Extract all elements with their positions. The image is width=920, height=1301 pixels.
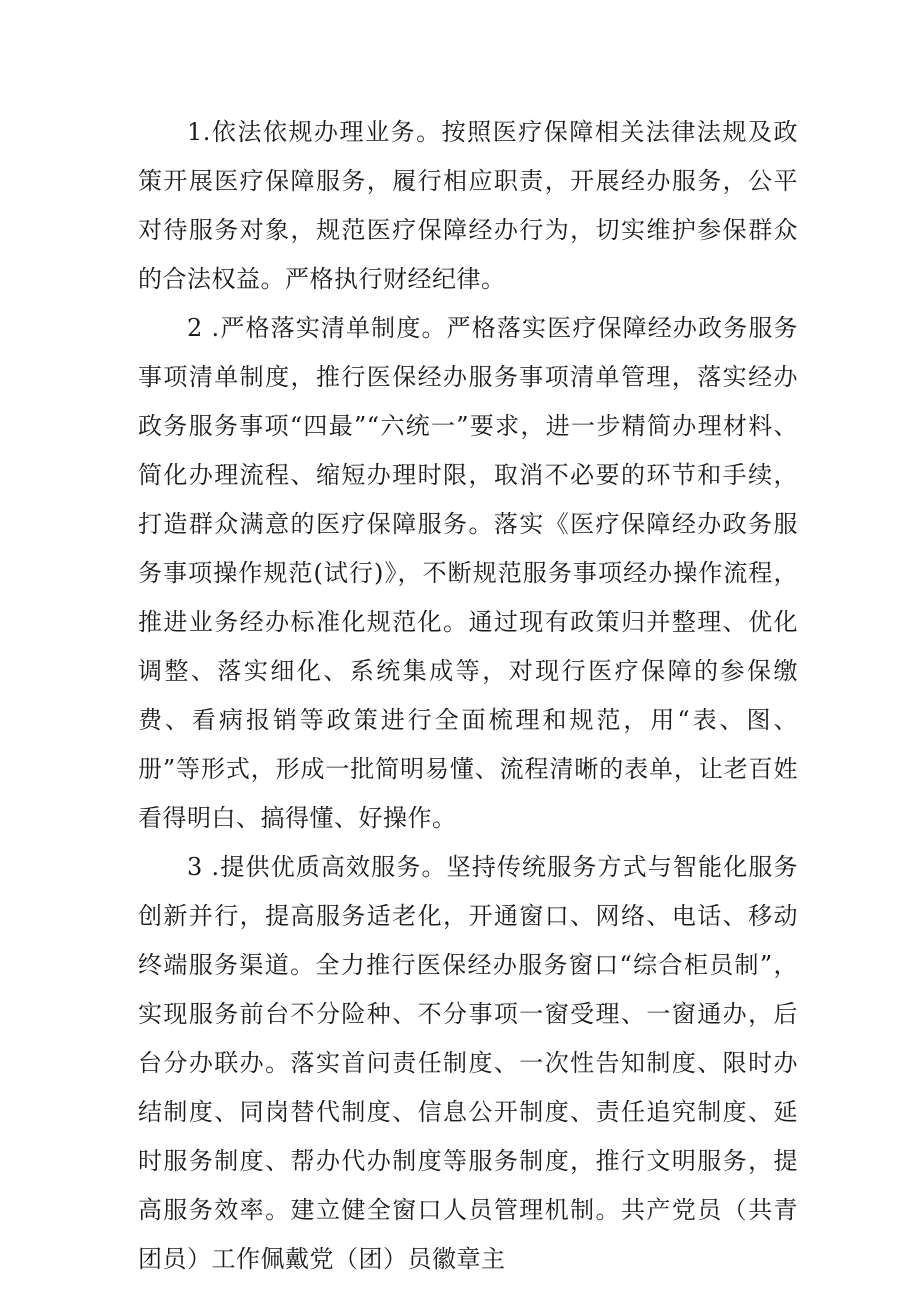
paragraph-2: 2 .严格落实清单制度。严格落实医疗保障经办政务服务事项清单制度，推行医保经办服务事项清单管理，落实经办政务服务事项“四最”“六统一”要求，进一步精简办理材料、简化办理流程、缩短办理时限，取消不必要的环节和手续，打造群众满意的医疗保障服务。落实《医疗保障经办政务服务事项操作规范(试行)》，不断规范服务事项经办操作流程，推进业务经办标准化规范化。通过现有政策归并整理、优化调整、落实细化、系统集成等，对现行医疗保障的参保缴费、看病报销等政策进行全面梳理和规范，用“表、图、册”等形式，形成一批简明易懂、流程清晰的表单，让老百姓看得明白、搞得懂、好操作。	[138, 314, 798, 832]
paragraph-3: 3 .提供优质高效服务。坚持传统服务方式与智能化服务创新并行，提高服务适老化，开通窗口、网络、电话、移动终端服务渠道。全力推行医保经办服务窗口“综合柜员制”，实现服务前台不分险种、不分事项一窗受理、一窗通办，后台分办联办。落实首问责任制度、一次性告知制度、限时办结制度、同岗替代制度、信息公开制度、责任追究制度、延时服务制度、帮办代办制度等服务制度，推行文明服务，提高服务效率。建立健全窗口人员管理机制。共产党员（共青团员）工作佩戴党（团）员徽章主	[138, 853, 798, 1273]
paragraph-1: 1.依法依规办理业务。按照医疗保障相关法律法规及政策开展医疗保障服务，履行相应职责，开展经办服务，公平对待服务对象，规范医疗保障经办行为，切实维护参保群众的合法权益。严格执行财经纪律。	[138, 118, 798, 293]
document-body	[138, 108, 798, 1284]
